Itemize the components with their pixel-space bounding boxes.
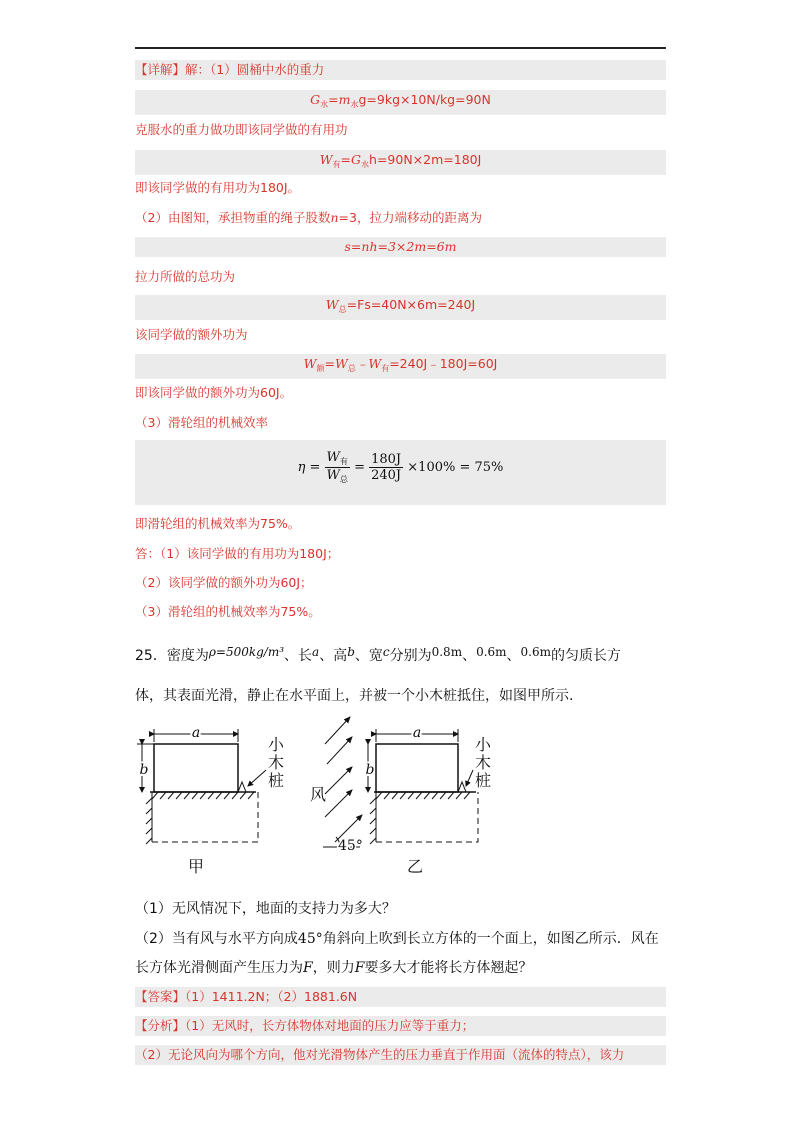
figure [130, 712, 510, 882]
svg-text:木: 木 [475, 753, 492, 772]
subq-3: 长方体光滑侧面产生压力为F，则力F要多大才能将长方体翘起？ [135, 960, 533, 976]
answer-line: 【答案】（1）1411.2N；（2）1881.6N [135, 987, 666, 1007]
detail-line-3: 即该同学做的有用功为180J。 [135, 180, 301, 195]
analysis-line-2: （2）无论风向为哪个方向，他对光滑物体产生的压力垂直于作用面（流体的特点），该力 [135, 1045, 666, 1065]
svg-text:小: 小 [475, 735, 492, 754]
q25-line-1: 25．密度为ρ=500kg/m³、长a、高b、宽c分别为0.8m、0.6m、0.6m的匀质长方 [135, 645, 622, 664]
fraction-values: $\frac{180J}{240J}$ [371, 452, 402, 483]
answer-line-2: （2）该同学做的额外功为60J； [135, 575, 313, 590]
svg-text:桩: 桩 [475, 771, 492, 790]
detail-line-2: 克服水的重力做功即该同学做的有用功 [135, 122, 348, 137]
analysis-tag: 【分析】 [135, 1018, 186, 1033]
stake-yi [458, 782, 466, 792]
answer-line-1: 答：（1）该同学做的有用功为180J； [135, 546, 340, 561]
detail-line-9: 即滑轮组的机械效率为75%。 [135, 516, 301, 531]
formula-extra-work: $W_额=W_总﹣W_有=240J﹣180J=60J$ [135, 354, 666, 379]
label-yi: 乙 [406, 857, 424, 876]
formula-distance: s=nh=3×2m=6m [135, 237, 666, 257]
figure-jia [137, 725, 285, 876]
subq-1: （1）无风情况下，地面的支持力为多大？ [135, 901, 396, 917]
fraction-w: $\frac{W_有}{W_总}$ [326, 450, 348, 484]
label-a-yi: a [412, 725, 422, 741]
wind-arrows [310, 717, 363, 854]
stake-jia [238, 782, 246, 792]
q25-line-2: 体，其表面光滑，静止在水平面上，并被一个小木桩抵住，如图甲所示. [135, 688, 574, 704]
detail-line-7: 即该同学做的额外功为60J。 [135, 385, 293, 400]
label-a-jia: a [191, 725, 201, 741]
label-jia: 甲 [187, 857, 205, 876]
detail-line-5: 拉力所做的总功为 [135, 269, 236, 284]
detail-line-8: （3）滑轮组的机械效率 [135, 415, 268, 430]
box-jia [154, 744, 238, 792]
svg-text:木: 木 [268, 753, 285, 772]
detail-line-1: 【详解】解：（1）圆桶中水的重力 [135, 60, 666, 80]
answer-line-3: （3）滑轮组的机械效率为75%。 [135, 604, 321, 619]
subq-2: （2）当有风与水平方向成45°角斜向上吹到长立方体的一个面上，如图乙所示．风在 [135, 931, 659, 947]
efficiency-formula: η = $\frac{W_有}{W_总}$ = $\frac{180J}{240J}$ ×100% = 75% [135, 440, 666, 505]
answer-tag: 【答案】 [135, 989, 186, 1004]
formula-water-weight: $G_水=m_水g=9kg\times 10N/kg=90N$ [135, 90, 666, 115]
box-yi [376, 744, 458, 792]
label-b-jia: b [139, 762, 149, 778]
angle-label: 45° [338, 838, 363, 854]
formula-total-work: $W_总=Fs=40N\times 6m=240J$ [135, 295, 666, 320]
svg-text:小: 小 [268, 735, 285, 754]
formula-useful-work: $W_有=G_水h=90N\times 2m=180J$ [135, 150, 666, 175]
header-rule [135, 47, 666, 49]
figure-yi [366, 725, 492, 876]
svg-text:桩: 桩 [268, 771, 285, 790]
wind-label: 风 [310, 785, 327, 804]
analysis-line-1: 【分析】（1）无风时，长方体物体对地面的压力应等于重力； [135, 1016, 666, 1036]
detail-line-4: （2）由图知，承担物重的绳子股数n=3，拉力端移动的距离为 [135, 210, 482, 225]
detail-tag: 【详解】 [135, 62, 186, 77]
detail-line-6: 该同学做的额外功为 [135, 327, 248, 342]
label-b-yi: b [365, 762, 375, 778]
